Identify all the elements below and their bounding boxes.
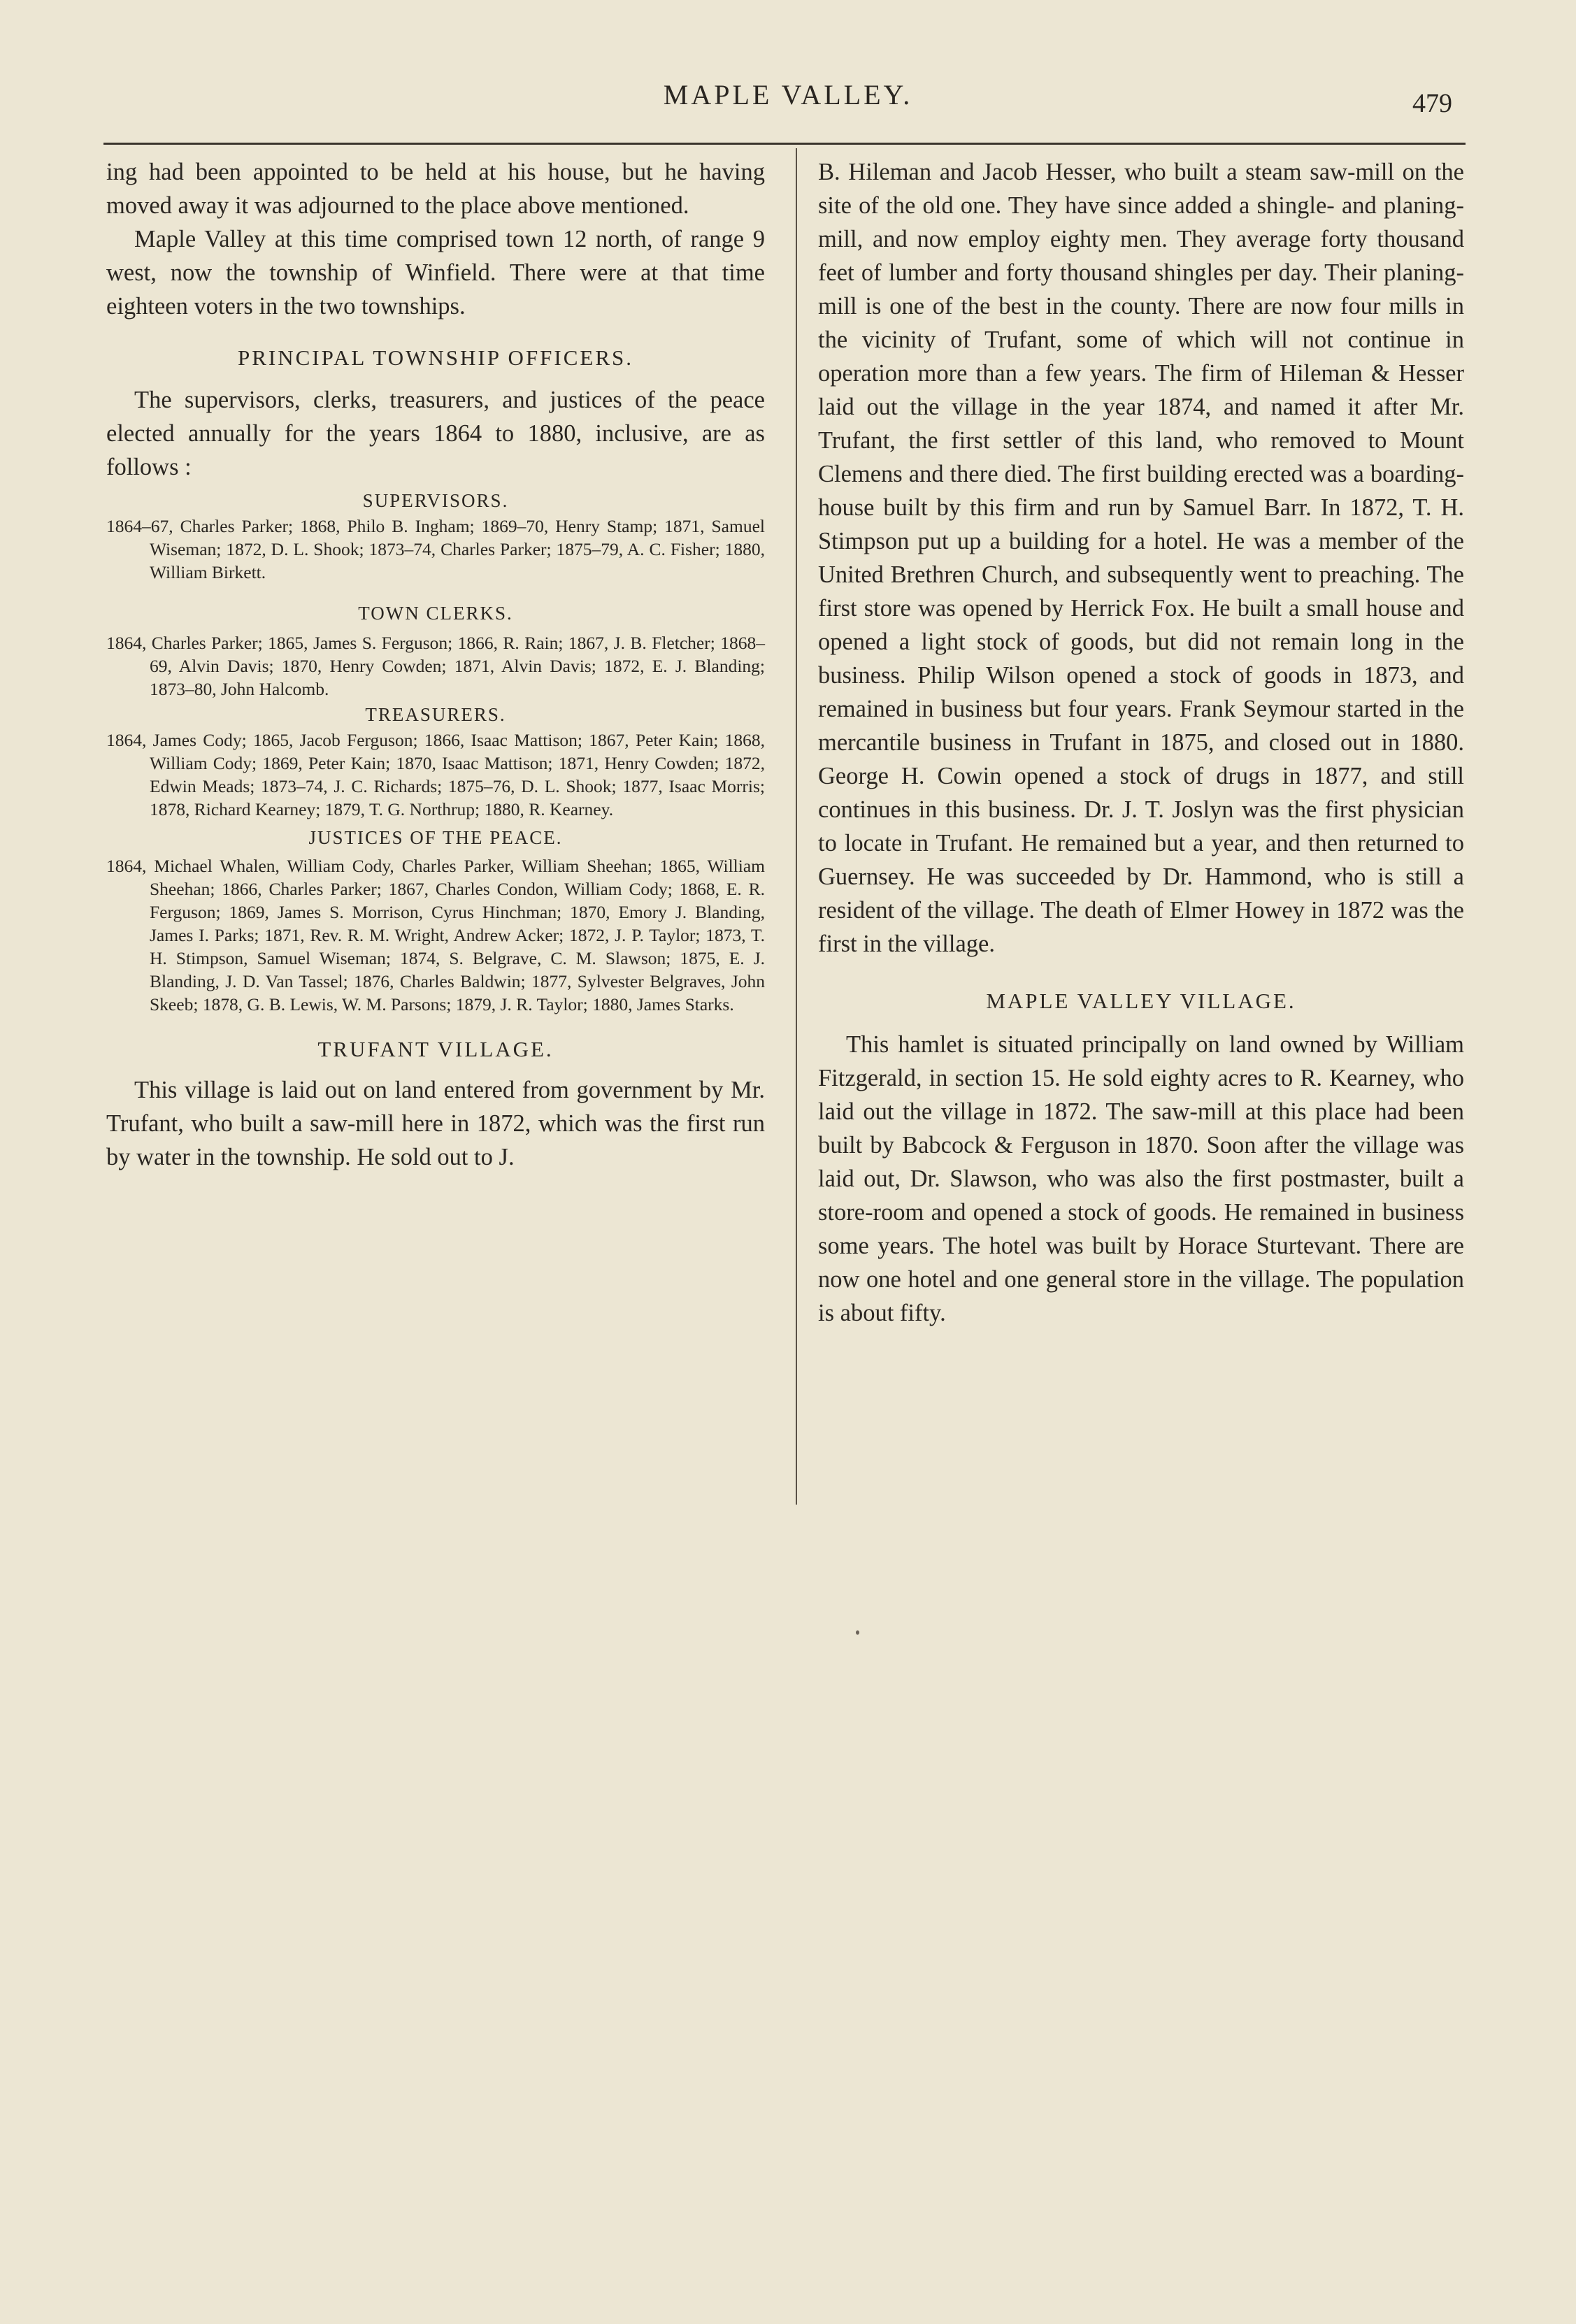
subheading-supervisors: SUPERVISORS. [362,490,509,511]
supervisors-list: 1864–67, Charles Parker; 1868, Philo B. Ingham; 1869–70, Henry Stamp; 1871, Samuel Wiseman; 1872, D. L. Shook; 1873–74, Charles Parker; 1875–79, A. C. Fisher; 1880, William Birkett. [106,516,765,582]
justices-list: 1864, Michael Whalen, William Cody, Charles Parker, William Sheehan; 1865, William Sheehan; 1866, Charles Parker; 1867, Charles Condon, William Cody; 1868, E. R. Ferguson; 1869, James S. Morrison, Cyrus Hinchman; 1870, Emory J. Blanding, James I. Parks; 1871, Rev. R. M. Wright, Andrew Acker; 1872, J. P. Taylor; 1873, T. H. Stimpson, Samuel Wiseman; 1874, S. Belgrave, C. M. Slawson; 1875, E. J. Blanding, J. D. Van Tassel; 1876, Charles Baldwin; 1877, Sylvester Belgraves, John Skeeb; 1878, G. B. Lewis, W. M. Parsons; 1879, J. R. Taylor; 1880, James Starks. [106,856,765,1014]
heading-trufant-village: TRUFANT VILLAGE. [317,1037,554,1061]
paragraph-trufant-village: This village is laid out on land entered from government by Mr. Trufant, who built a saw-mill here in 1872, which was the first run by water in the township. He sold out to J. [106,1077,765,1170]
treasurers-list: 1864, James Cody; 1865, Jacob Ferguson; 1866, Isaac Mattison; 1867, Peter Kain; 1868, William Cody; 1869, Peter Kain; 1870, Isaac Mattison; 1871, Henry Cowden; 1872, Edwin Meads; 1873–74, J. C. Richards; 1875–76, D. L. Shook; 1877, Isaac Morris; 1878, Richard Kearney; 1879, T. G. Northrup; 1880, R. Kearney. [106,730,765,819]
left-column [106,155,765,1174]
ink-speck [856,1630,859,1635]
right-column [818,155,1464,1330]
paragraph-continued: ing had been appointed to be held at his house, but he having moved away it was adjourned to the place above mentioned. [106,159,765,219]
paragraph-maple-valley-comprised: Maple Valley at this time comprised town 12 north, of range 9 west, now the township of Winfield. There were at that time eighteen voters in the two townships. [106,226,765,320]
subheading-justices-of-the-peace: JUSTICES OF THE PEACE. [308,827,563,848]
town-clerks-list: 1864, Charles Parker; 1865, James S. Ferguson; 1866, R. Rain; 1867, J. B. Fletcher; 1868–69, Alvin Davis; 1870, Henry Cowden; 1871, Alvin Davis; 1872, E. J. Blanding; 1873–80, John Halcomb. [106,633,765,699]
subheading-town-clerks: TOWN CLERKS. [358,603,513,624]
heading-principal-township-officers: PRINCIPAL TOWNSHIP OFFICERS. [237,345,634,370]
subheading-treasurers: TREASURERS. [365,704,506,725]
running-title: MAPLE VALLEY. [663,79,913,110]
column-divider [796,148,797,1505]
header-rule [103,143,1466,145]
paragraph-officers-intro: The supervisors, clerks, treasurers, and justices of the peace elected annually for the years 1864 to 1880, inclusive, are as follows : [106,387,765,480]
heading-maple-valley-village: MAPLE VALLEY VILLAGE. [986,989,1296,1013]
paragraph-trufant-continued: B. Hileman and Jacob Hesser, who built a steam saw-mill on the site of the old one. They have since added a shingle- and planing-mill, and now employ eighty men. They average forty thousand feet of lumber and forty thousand shingles per day. Their planing-mill is one of the best in the county. There are now four mills in the vicinity of Trufant, some of which will not continue in operation more than a few years. The firm of Hileman & Hesser laid out the village in the year 1874, and named it after Mr. Trufant, the first settler of this land, who removed to Mount Clemens and there died. The first building erected was a boarding-house built by this firm and run by Samuel Barr. In 1872, T. H. Stimpson put up a building for a hotel. He was a member of the United Brethren Church, and subsequently went to preaching. The first store was opened by Herrick Fox. He built a small house and opened a light stock of goods, but did not remain long in the business. Philip Wilson opened a stock of goods in 1873, and remained in business but four years. Frank Seymour started in the mercantile business in Trufant in 1875, and closed out in 1880. George H. Cowin opened a stock of drugs in 1877, and still continues in this business. Dr. J. T. Joslyn was the first physician to locate in Trufant. He remained but a year, and then returned to Guernsey. He was succeeded by Dr. Hammond, who is still a resident of the village. The death of Elmer Howey in 1872 was the first in the village. [818,159,1464,957]
page-number: 479 [1412,89,1452,118]
paragraph-maple-valley-village: This hamlet is situated principally on land owned by William Fitzgerald, in section 15. He sold eighty acres to R. Kearney, who laid out the village in 1872. The saw-mill at this place had been built by Babcock & Ferguson in 1870. Soon after the village was laid out, Dr. Slawson, who was also the first postmaster, built a store-room and opened a stock of goods. He remained in business some years. The hotel was built by Horace Sturtevant. There are now one hotel and one general store in the village. The population is about fifty. [818,1031,1464,1326]
